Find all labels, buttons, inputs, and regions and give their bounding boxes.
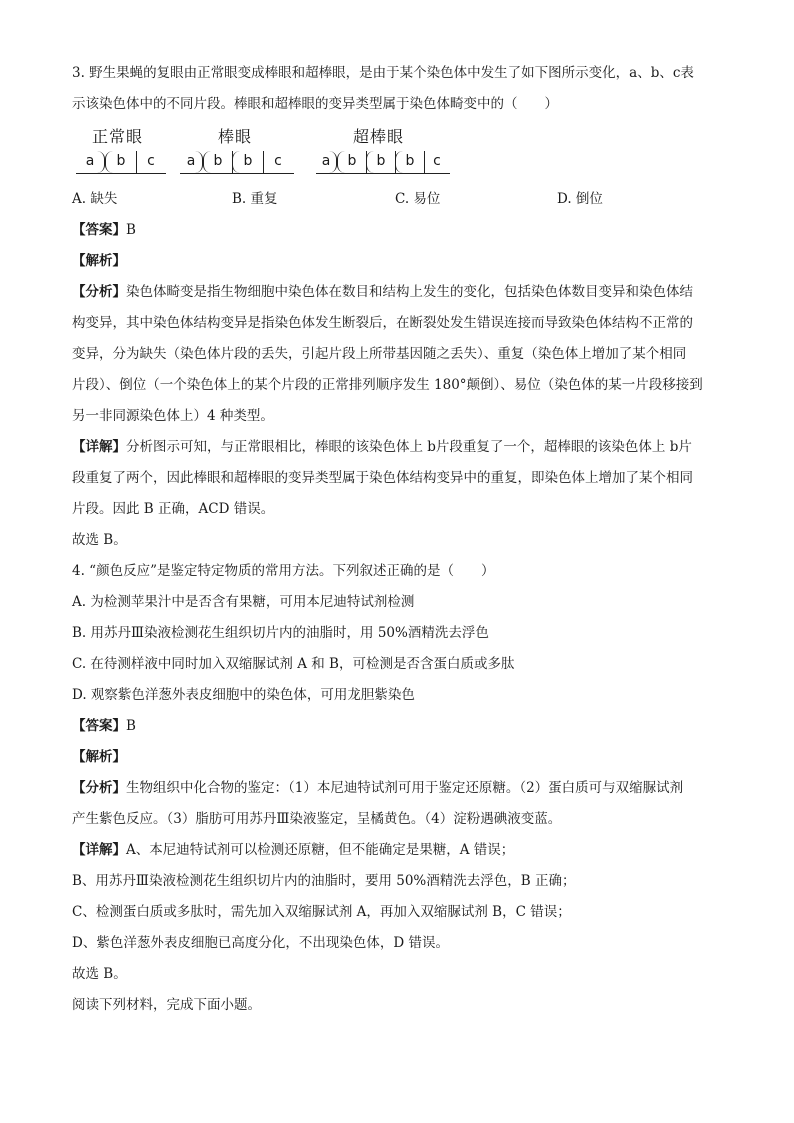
q3-answer-line [72, 219, 722, 241]
reading-instruction: 阅读下列材料，完成下面小题。 [72, 997, 261, 1013]
q3-fenxi-line: 片段）、倒位（一个染色体上的某个片段的正常排列顺序发生 180°颠倒）、易位（染色体的某一片段移接到 [72, 377, 703, 393]
q4-xiangjie-line: B、用苏丹Ⅲ染液检测花生组织切片内的油脂时，要用 50%酒精洗去浮色，B 正确； [72, 873, 576, 889]
q4-xiangjie-line: C、检测蛋白质或多肽时，需先加入双缩脲试剂 A，再加入双缩脲试剂 B，C 错误； [72, 904, 571, 920]
q4-fenxi-line [72, 777, 722, 799]
normal-eye-label: 正常眼 [92, 127, 144, 146]
q4-answer: B [126, 718, 136, 734]
q3-fenxi-line: 变异，分为缺失（染色体片段的丢失，引起片段上所带基因随之丢失）、重复（染色体上增加了某个相同 [72, 346, 687, 362]
segment-b: b [105, 151, 137, 173]
q3-xiangjie-line: 段重复了两个，因此棒眼和超棒眼的变异类型属于染色体结构变异中的重复，即染色体上增加了某个相同 [72, 470, 693, 486]
segment-a: a [316, 151, 337, 173]
segment-c: c [433, 153, 441, 169]
q3-fenxi-text: 染色体畸变是指生物细胞中染色体在数目和结构上发生的变化，包括染色体数目变异和染色体结 [126, 284, 693, 300]
chromosome-diagram [72, 124, 722, 182]
analysis-tag: 【解析】 [72, 749, 126, 765]
ultrabar-chromosome [316, 151, 450, 174]
answer-tag: 【答案】 [72, 718, 126, 734]
q4-xiangjie-text: A、本尼迪特试剂可以检测还原糖，但不能确定是果糖，A 错误； [126, 842, 515, 858]
q3-stem-line2: 示该染色体中的不同片段。棒眼和超棒眼的变异类型属于染色体畸变中的（ ） [72, 96, 558, 112]
q4-analysis-heading [72, 746, 722, 768]
q4-fenxi-line: 产生紫色反应。（3）脂肪可用苏丹Ⅲ染液鉴定，呈橘黄色。（4）淀粉遇碘液变蓝。 [72, 811, 562, 827]
ultrabar-eye-label: 超棒眼 [353, 127, 405, 146]
q4-conclusion: 故选 B。 [72, 966, 127, 982]
fenxi-tag: 【分析】 [72, 780, 126, 796]
q4-option-b: B. 用苏丹Ⅲ染液检测花生组织切片内的油脂时，用 50%酒精洗去浮色 [72, 625, 489, 641]
q4-xiangjie-line: D、紫色洋葱外表皮细胞已高度分化，不出现染色体，D 错误。 [72, 935, 449, 951]
segment-a: a [180, 151, 203, 173]
q4-option-a: A. 为检测苹果汁中是否含有果糖，可用本尼迪特试剂检测 [72, 594, 415, 610]
normal-chromosome [76, 151, 166, 174]
segment-c: c [274, 153, 282, 169]
q3-options [72, 188, 722, 210]
q4-fenxi-text: 生物组织中化合物的鉴定：（1）本尼迪特试剂可用于鉴定还原糖。（2）蛋白质可与双缩脲试剂 [126, 780, 684, 796]
q3-xiangjie-line [72, 436, 722, 458]
bar-chromosome [180, 151, 294, 174]
segment-b: b [366, 151, 396, 173]
q4-xiangjie-line [72, 839, 722, 861]
q3-fenxi-line: 另一非同源染色体上）4 种类型。 [72, 408, 274, 424]
xiangjie-tag: 【详解】 [72, 439, 126, 455]
bar-eye-label: 棒眼 [218, 127, 253, 146]
segment-b: b [395, 151, 425, 173]
segment-c: c [147, 153, 155, 169]
q3-answer: B [126, 222, 136, 238]
q3-fenxi-line [72, 281, 722, 303]
q3-option-d: D. 倒位 [557, 191, 603, 207]
q4-option-c: C. 在待测样液中同时加入双缩脲试剂 A 和 B，可检测是否含蛋白质或多肽 [72, 656, 515, 672]
xiangjie-tag: 【详解】 [72, 842, 126, 858]
analysis-tag: 【解析】 [72, 253, 126, 269]
q3-analysis-heading [72, 250, 722, 272]
q4-answer-line [72, 715, 722, 737]
segment-b: b [337, 151, 367, 173]
q3-option-b: B. 重复 [232, 191, 278, 207]
q3-option-a: A. 缺失 [72, 191, 118, 207]
q3-fenxi-line: 构变异，其中染色体结构变异是指染色体发生断裂后，在断裂处发生错误连接而导致染色体结构不正常的 [72, 315, 693, 331]
q3-stem-line1: 3. 野生果蝇的复眼由正常眼变成棒眼和超棒眼，是由于某个染色体中发生了如下图所示变化，a、b、c表 [72, 65, 694, 81]
q3-xiangjie-line: 片段。因此 B 正确，ACD 错误。 [72, 501, 275, 517]
segment-a: a [76, 151, 105, 173]
q4-option-d: D. 观察紫色洋葱外表皮细胞中的染色体，可用龙胆紫染色 [72, 687, 415, 703]
segment-b: b [232, 151, 264, 173]
answer-tag: 【答案】 [72, 222, 126, 238]
q3-option-c: C. 易位 [395, 191, 441, 207]
q3-conclusion: 故选 B。 [72, 532, 127, 548]
fenxi-tag: 【分析】 [72, 284, 126, 300]
q4-stem: 4. “颜色反应”是鉴定特定物质的常用方法。下列叙述正确的是（ ） [72, 563, 495, 579]
segment-b: b [203, 151, 233, 173]
document-page [72, 62, 722, 1025]
q3-xiangjie-text: 分析图示可知，与正常眼相比，棒眼的该染色体上 b片段重复了一个，超棒眼的该染色体上 b片 [126, 439, 692, 455]
